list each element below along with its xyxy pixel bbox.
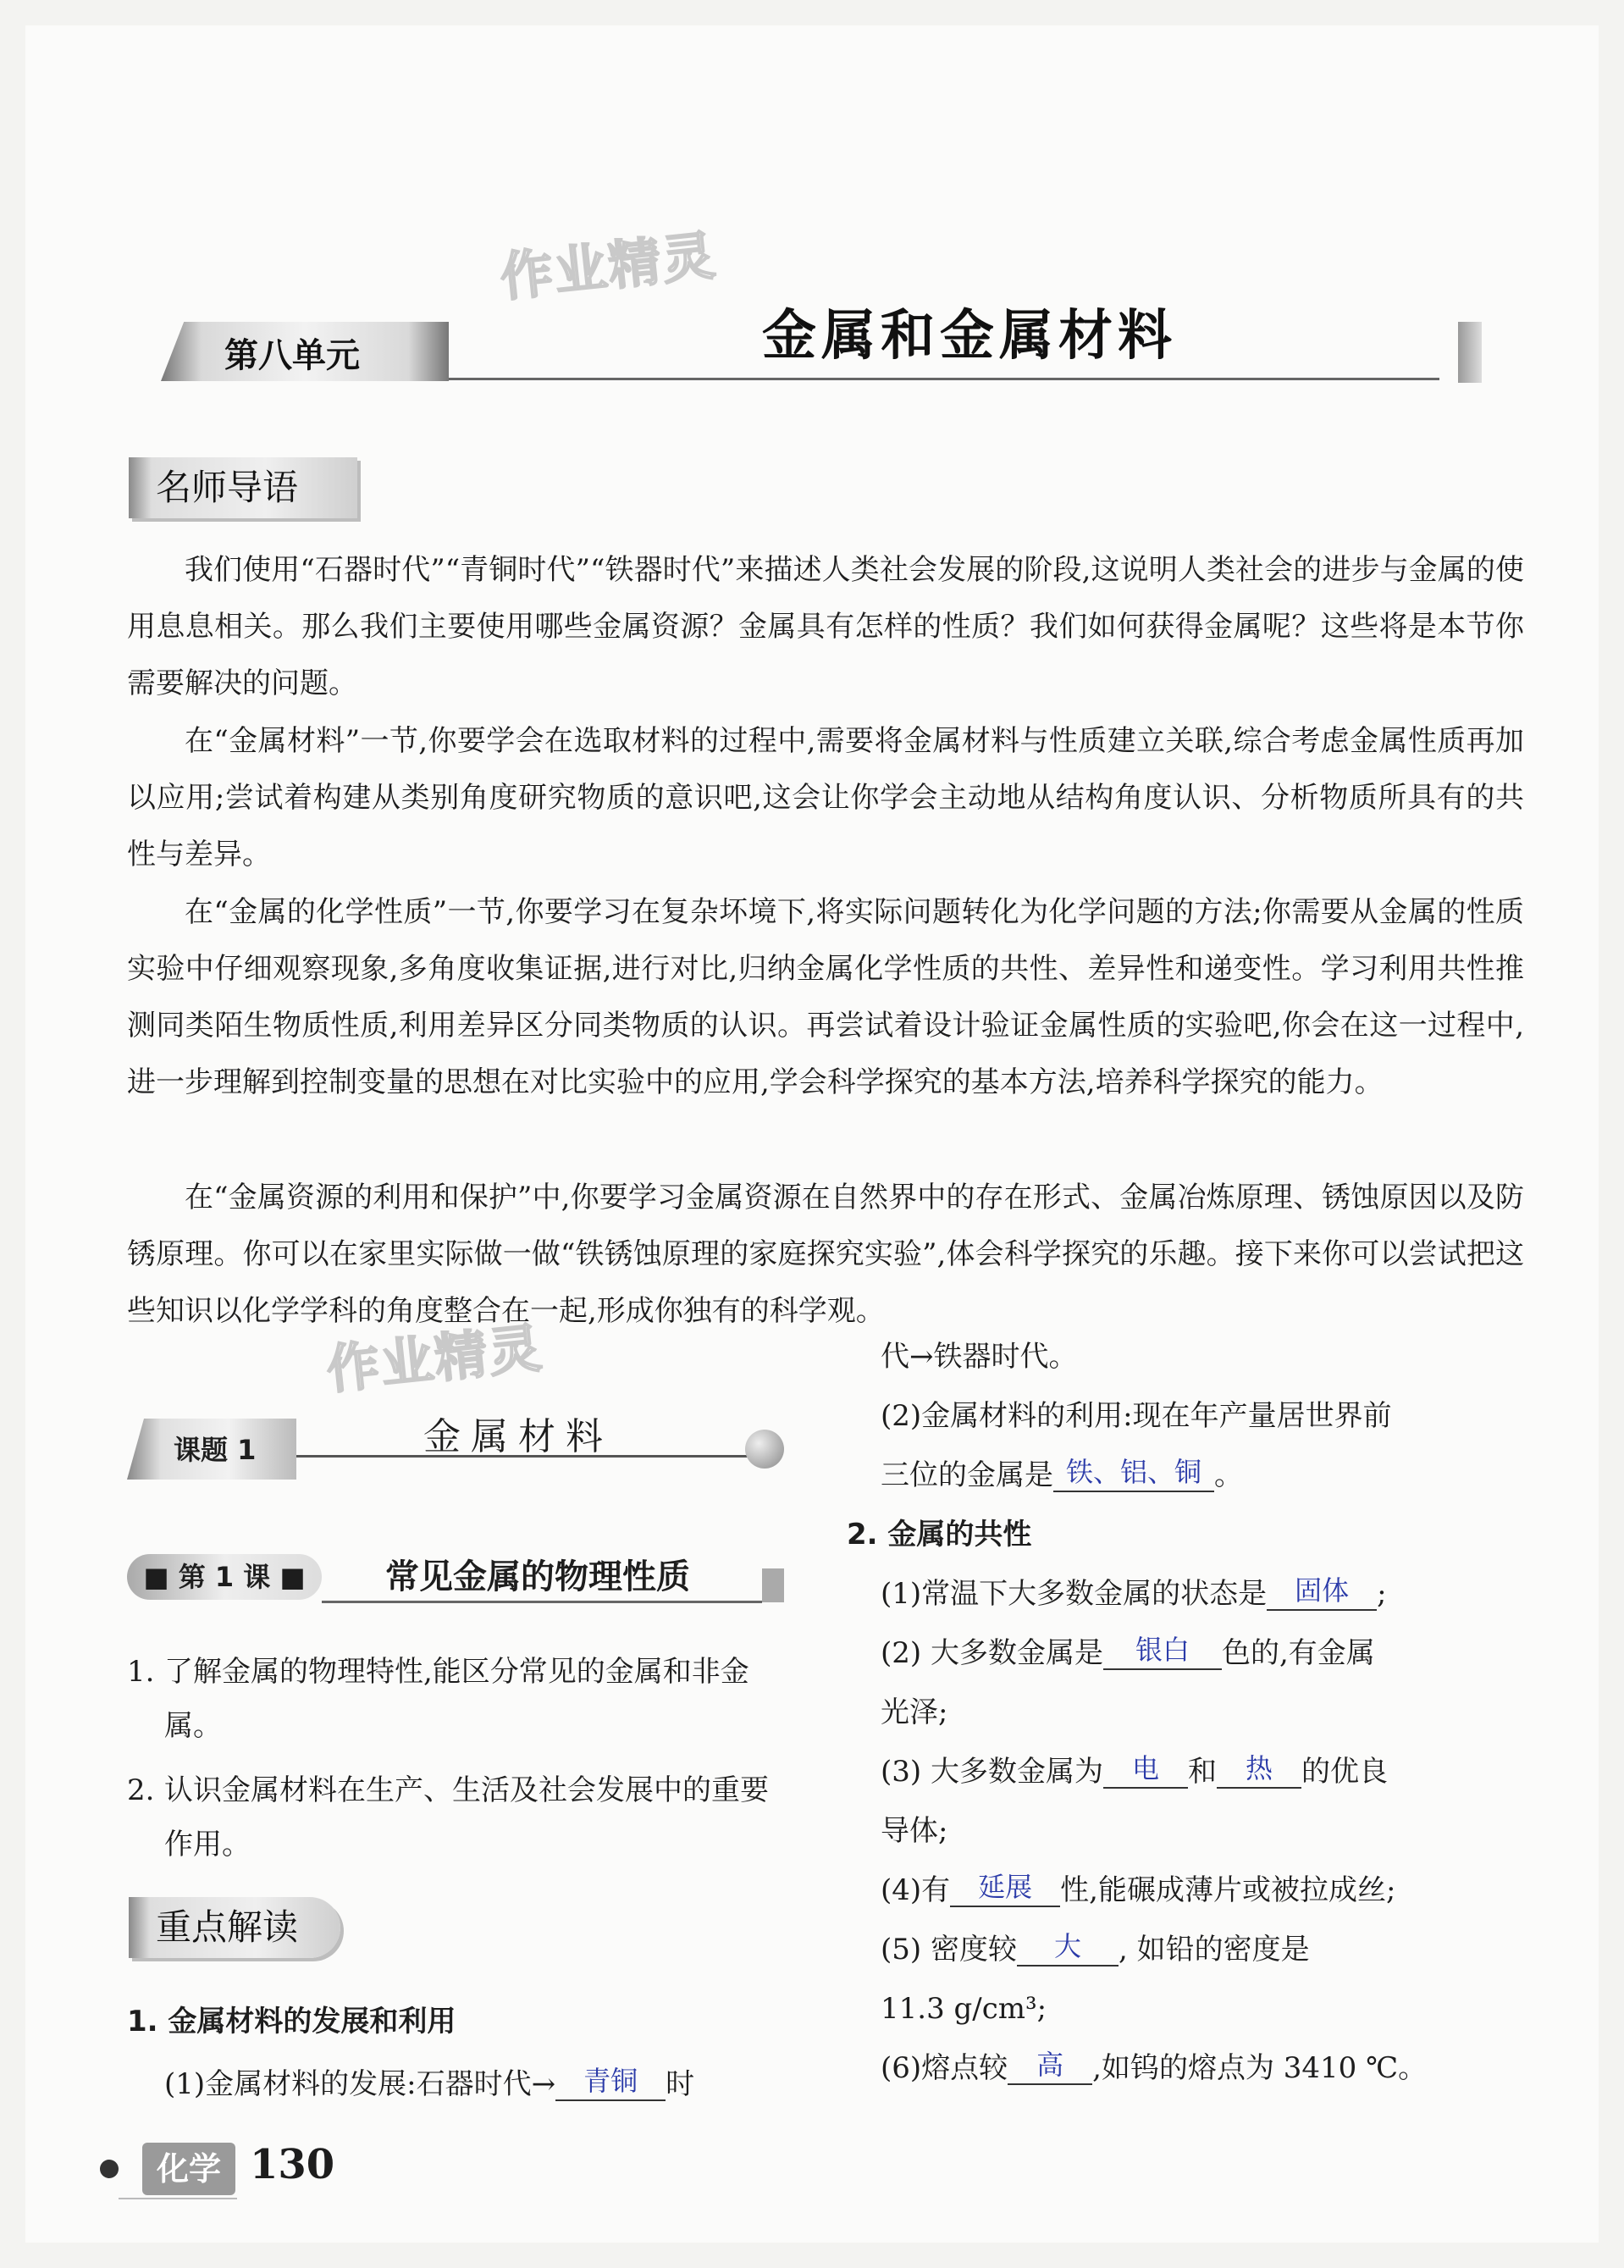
answer-blank: 电 <box>1103 1750 1188 1789</box>
line-text: 时 <box>666 2067 695 2101</box>
line-text: 性,能碾成薄片或被拉成丝; <box>1060 1873 1396 1907</box>
footer-subject: 化学 <box>142 2143 235 2195</box>
line-text: (4)有 <box>881 1873 951 1907</box>
line-text: 的优良 <box>1301 1755 1388 1789</box>
answer-blank: 银白 <box>1103 1631 1222 1670</box>
answer-blank: 铁、铝、铜 <box>1053 1453 1214 1492</box>
footer-divider <box>119 2198 237 2199</box>
objective-text: 认识金属材料在生产、生活及社会发展中的重要作用。 <box>164 1773 769 1861</box>
text-line: 代→铁器时代。 <box>881 1340 1078 1374</box>
unit-title: 金属和金属材料 <box>762 304 1177 368</box>
line-text: 三位的金属是 <box>881 1458 1053 1492</box>
line-text: (1)金属材料的发展:石器时代→ <box>164 2067 556 2101</box>
objective-number: 2. <box>127 1773 155 1807</box>
watermark: 作业精灵 <box>497 224 720 309</box>
intro-paragraph: 我们使用“石器时代”“青铜时代”“铁器时代”来描述人类社会发展的阶段,这说明人类社会的进步与金属的使用息息相关。那么我们主要使用哪些金属资源？金属具有怎样的性质？我们如何获得金属呢？这些将是本节你需要解决的问题。 <box>127 553 1524 700</box>
objective-item <box>127 1763 804 1872</box>
unit-label: 第八单元 <box>224 336 360 375</box>
answer-blank: 大 <box>1017 1928 1119 1967</box>
line-text: 和 <box>1187 1755 1217 1789</box>
intro-badge: 名师导语 <box>129 457 357 518</box>
answer-blank: 热 <box>1217 1750 1301 1789</box>
answer-blank: 延展 <box>950 1868 1060 1907</box>
right-column <box>847 1330 1533 2095</box>
key-badge: 重点解读 <box>129 1897 340 1958</box>
text-line: 11.3 g/cm³; <box>881 1992 1047 2026</box>
text-line <box>881 1863 1533 1917</box>
class-end-cap <box>762 1568 784 1602</box>
text-line: 光泽; <box>881 1695 948 1729</box>
line-text: (1)常温下大多数金属的状态是 <box>881 1577 1268 1611</box>
line-text: ; <box>1377 1577 1387 1611</box>
unit-divider <box>449 378 1439 380</box>
text-line: (2)金属材料的利用:现在年产量居世界前 <box>881 1399 1392 1433</box>
line-text: (3) 大多数金属为 <box>881 1755 1103 1789</box>
text-line <box>881 1922 1533 1977</box>
intro-paragraph: 在“金属的化学性质”一节,你要学习在复杂坏境下,将实际问题转化为化学问题的方法;你需要从金属的性质实验中仔细观察现象,多角度收集证据,进行对比,归纳金属化学性质的共性、差异性和递变性。学习利用共性推测同类陌生物质性质,利用差异区分同类物质的认识。再尝试着设计验证金属性质的实验吧,你会在这一过程中,进一步理解到控制变量的思想在对比实验中的应用,学会科学探究的基本方法,培养科学探究的能力。 <box>127 895 1524 1099</box>
text-line <box>881 1448 1533 1502</box>
left-column <box>127 1994 804 2111</box>
line-text: (5) 密度较 <box>881 1933 1017 1967</box>
line-text: , 如铅的密度是 <box>1118 1933 1310 1967</box>
watermark: 作业精灵 <box>323 1316 546 1402</box>
text-line: 导体; <box>881 1814 948 1848</box>
line-text: 。 <box>1214 1458 1243 1492</box>
line-text: (6)熔点较 <box>881 2051 1008 2085</box>
answer-blank: 青铜 <box>555 2062 666 2101</box>
class-badge: ■ 第 1 课 ■ <box>127 1554 322 1600</box>
intro-paragraph: 在“金属资源的利用和保护”中,你要学习金属资源在自然界中的存在形式、金属冶炼原理、锈蚀原因以及防锈原理。你可以在家里实际做一做“铁锈蚀原理的家庭探究实验”,体会科学探究的乐趣。接下来你可以尝试把这些知识以化学学科的角度整合在一起,形成你独有的科学观。 <box>127 1181 1524 1328</box>
lesson-label: 课题 1 <box>174 1434 257 1466</box>
objective-number: 1. <box>127 1655 155 1689</box>
class-divider <box>322 1601 762 1603</box>
intro-paragraph: 在“金属材料”一节,你要学会在选取材料的过程中,需要将金属材料与性质建立关联,综合考虑金属性质再加以应用;尝试着构建从类别角度研究物质的意识吧,这会让你学会主动地从结构角度认识、分析物质所具有的共性与差异。 <box>127 724 1524 871</box>
section-heading: 1. 金属材料的发展和利用 <box>127 2005 456 2038</box>
text-line <box>881 1626 1533 1680</box>
line-text: 色的,有金属 <box>1221 1636 1375 1670</box>
text-line <box>881 1567 1533 1621</box>
text-line <box>881 2041 1533 2095</box>
footer-dot-icon <box>100 2160 119 2178</box>
answer-blank: 固体 <box>1267 1572 1377 1611</box>
line-text: (2) 大多数金属是 <box>881 1636 1103 1670</box>
lesson-dot-icon <box>745 1430 784 1469</box>
objective-text: 了解金属的物理特性,能区分常见的金属和非金属。 <box>164 1655 749 1743</box>
section-heading: 2. 金属的共性 <box>847 1518 1032 1552</box>
page-number: 130 <box>250 2141 335 2188</box>
objective-list <box>127 1645 804 1872</box>
lesson-title: 金属材料 <box>423 1415 613 1458</box>
class-title: 常见金属的物理性质 <box>385 1557 690 1596</box>
answer-blank: 高 <box>1008 2046 1092 2085</box>
objective-item <box>127 1645 804 1753</box>
unit-end-cap <box>1458 322 1482 383</box>
text-line <box>127 2057 804 2111</box>
text-line <box>881 1745 1533 1799</box>
line-text: ,如钨的熔点为 3410 ℃。 <box>1092 2051 1428 2085</box>
